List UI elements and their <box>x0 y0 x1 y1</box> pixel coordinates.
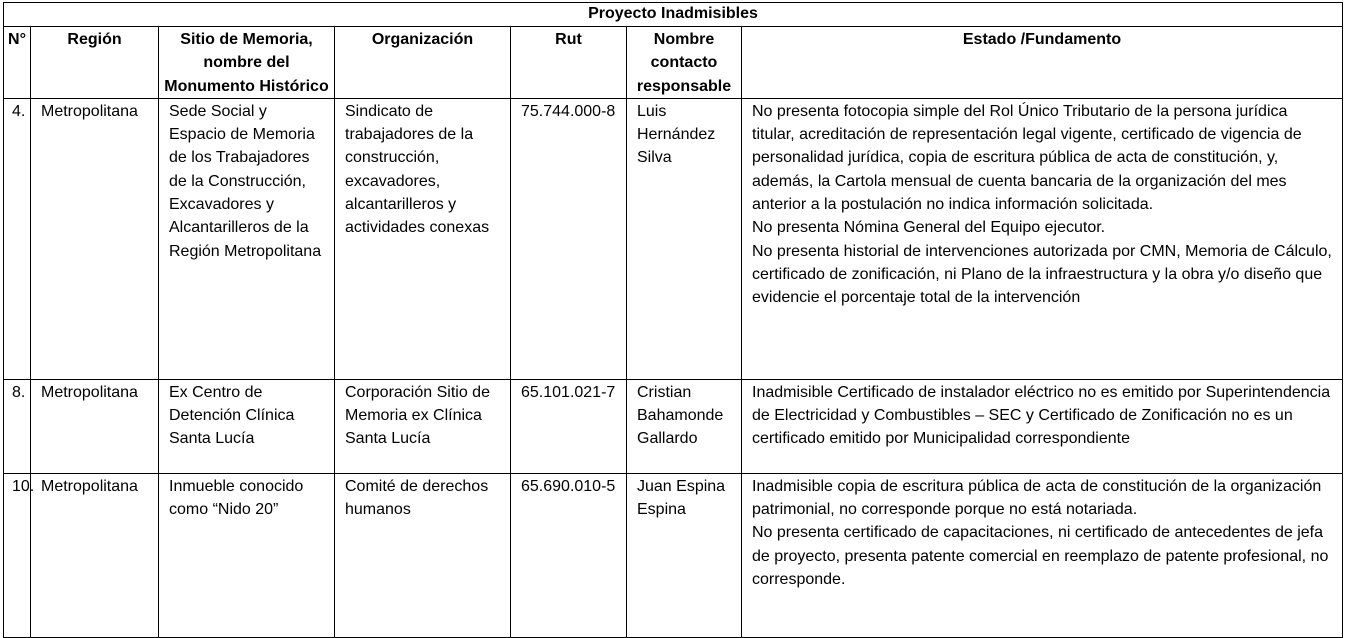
cell-organizacion: Sindicato de trabajadores de la construcción, excavadores, alcantarilleros y actividades conexas <box>335 98 511 379</box>
estado-paragraph: No presenta fotocopia simple del Rol Único Tributario de la persona jurídica titular, acreditación de representación legal vigente, certificado de vigencia de personalidad jurídica, copia de escritura pública de acta de constitución, y, además, la Cartola mensual de cuenta bancaria de la organización del mes anterior a la postulación no indica información solicitada. <box>752 102 1302 214</box>
header-nombre: Nombre contacto responsable <box>627 27 742 99</box>
cell-region: Metropolitana <box>31 379 159 473</box>
cell-region: Metropolitana <box>31 98 159 379</box>
header-estado: Estado /Fundamento <box>742 27 1343 99</box>
cell-rut: 65.101.021-7 <box>511 379 627 473</box>
cell-nombre: Juan Espina Espina <box>627 473 742 637</box>
estado-paragraph: Inadmisible copia de escritura pública de acta de constitución de la organización patrimonial, no corresponde porque no está notariada. <box>752 477 1322 519</box>
cell-rut: 65.690.010-5 <box>511 473 627 637</box>
estado-paragraph: No presenta historial de intervenciones autorizada por CMN, Memoria de Cálculo, certificado de zonificación, ni Plano de la infraestructura y la obra y/o diseño que evidencie el porcentaje total de la intervención <box>752 242 1332 307</box>
cell-sitio: Inmueble conocido como “Nido 20” <box>159 473 335 637</box>
cell-n: 10. <box>4 473 31 637</box>
cell-organizacion: Corporación Sitio de Memoria ex Clínica Santa Lucía <box>335 379 511 473</box>
cell-n: 8. <box>4 379 31 473</box>
cell-organizacion: Comité de derechos humanos <box>335 473 511 637</box>
cell-sitio: Sede Social y Espacio de Memoria de los Trabajadores de la Construcción, Excavadores y Alcantarilleros de la Región Metropolitana <box>159 98 335 379</box>
table-row <box>4 98 1343 379</box>
header-organizacion: Organización <box>335 27 511 99</box>
title-row <box>4 3 1343 27</box>
header-sitio: Sitio de Memoria, nombre del Monumento Histórico <box>159 27 335 99</box>
table-row <box>4 379 1343 473</box>
table-title: Proyecto Inadmisibles <box>4 3 1343 27</box>
estado-paragraph: Inadmisible Certificado de instalador eléctrico no es emitido por Superintendencia de Electricidad y Combustibles – SEC y Certificado de Zonificación no es un certificado emitido por Municipalidad correspondiente <box>752 383 1331 448</box>
estado-paragraph: No presenta Nómina General del Equipo ejecutor. <box>752 219 1106 237</box>
cell-estado <box>742 473 1343 637</box>
header-region: Región <box>31 27 159 99</box>
header-n: N° <box>4 27 31 99</box>
cell-nombre: Luis Hernández Silva <box>627 98 742 379</box>
cell-region: Metropolitana <box>31 473 159 637</box>
cell-sitio: Ex Centro de Detención Clínica Santa Lucía <box>159 379 335 473</box>
table-row <box>4 473 1343 637</box>
cell-estado <box>742 379 1343 473</box>
cell-rut: 75.744.000-8 <box>511 98 627 379</box>
cell-estado <box>742 98 1343 379</box>
header-row <box>4 27 1343 99</box>
cell-nombre: Cristian Bahamonde Gallardo <box>627 379 742 473</box>
estado-paragraph: No presenta certificado de capacitaciones, ni certificado de antecedentes de jefa de proyecto, presenta patente comercial en reemplazo de patente profesional, no corresponde. <box>752 524 1329 589</box>
header-rut: Rut <box>511 27 627 99</box>
cell-n: 4. <box>4 98 31 379</box>
inadmissible-projects-table <box>3 2 1343 638</box>
